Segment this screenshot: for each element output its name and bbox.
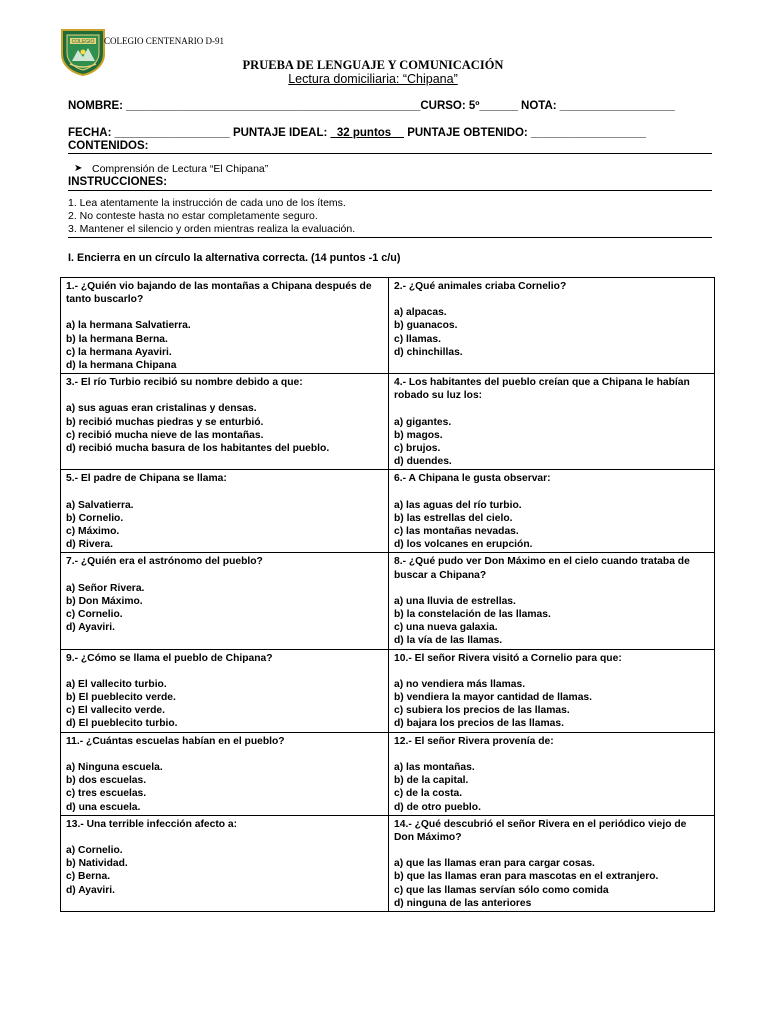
option[interactable]: a) Ninguna escuela.	[66, 761, 163, 773]
question-text: 11.- ¿Cuántas escuelas habían en el pueblo?	[66, 735, 285, 747]
option[interactable]: d) los volcanes en erupción.	[394, 539, 533, 551]
option[interactable]: c) que las llamas servían sólo como comida	[394, 884, 609, 896]
option[interactable]: d) una escuela.	[66, 801, 141, 813]
option[interactable]: a) las montañas.	[394, 761, 475, 773]
option[interactable]: a) Señor Rivera.	[66, 582, 145, 594]
option[interactable]: b) Cornelio.	[66, 512, 124, 524]
question-cell	[389, 815, 715, 911]
question-text: 12.- El señor Rivera provenía de:	[394, 735, 554, 747]
option[interactable]: b) las estrellas del cielo.	[394, 512, 513, 524]
option[interactable]: b) dos escuelas.	[66, 775, 147, 787]
option[interactable]: d) Rivera.	[66, 539, 113, 551]
instruction-3: 3. Mantener el silencio y orden mientras realiza la evaluación.	[68, 223, 356, 235]
option[interactable]: c) Cornelio.	[66, 609, 123, 621]
option[interactable]: b) guanacos.	[394, 320, 458, 332]
puntaje-ideal: _32 puntos__	[330, 127, 404, 139]
option[interactable]: a) gigantes.	[394, 416, 452, 428]
option[interactable]: c) las montañas nevadas.	[394, 526, 519, 538]
option[interactable]: b) Don Máximo.	[66, 595, 143, 607]
question-cell	[389, 374, 715, 470]
option[interactable]: a) sus aguas eran cristalinas y densas.	[66, 403, 257, 415]
question-text: 13.- Una terrible infección afecto a:	[66, 818, 238, 830]
question-cell	[389, 470, 715, 553]
option[interactable]: d) la hermana Chipana	[66, 360, 177, 372]
question-text: 2.- ¿Qué animales criaba Cornelio?	[394, 281, 567, 292]
option[interactable]: d) de otro pueblo.	[394, 801, 481, 813]
option[interactable]: a) las aguas del río turbio.	[394, 499, 522, 511]
option[interactable]: c) Berna.	[66, 871, 111, 883]
option[interactable]: c) Máximo.	[66, 526, 120, 538]
instruction-2: 2. No conteste hasta no estar completamente seguro.	[68, 210, 318, 222]
question-cell	[389, 278, 715, 374]
divider	[68, 190, 712, 191]
question-cell	[389, 553, 715, 649]
question-cell	[61, 374, 389, 470]
question-cell	[61, 649, 389, 732]
option[interactable]: c) de la costa.	[394, 788, 463, 800]
question-cell	[61, 732, 389, 815]
option[interactable]: a) Salvatierra.	[66, 499, 134, 511]
option[interactable]: d) Ayaviri.	[66, 622, 116, 634]
option[interactable]: b) recibió muchas piedras y se enturbió.	[66, 416, 264, 428]
option[interactable]: c) llamas.	[394, 333, 441, 345]
question-text: 4.- Los habitantes del pueblo creían que a Chipana le habían robado su luz los:	[394, 377, 690, 402]
question-cell	[61, 278, 389, 374]
question-cell	[61, 815, 389, 911]
contenido-item: Comprensión de Lectura “El Chipana”	[92, 163, 269, 175]
option[interactable]: b) vendiera la mayor cantidad de llamas.	[394, 692, 593, 704]
option[interactable]: c) tres escuelas.	[66, 788, 147, 800]
page-title: PRUEBA DE LENGUAJE Y COMUNICACIÓN	[242, 58, 504, 72]
contenidos-label: CONTENIDOS:	[68, 140, 149, 152]
fecha-prefix: FECHA: __________________ PUNTAJE IDEAL:	[68, 127, 331, 139]
question-text: 3.- El río Turbio recibió su nombre debido a que:	[66, 377, 303, 389]
question-text: 1.- ¿Quién vio bajando de las montañas a Chipana después de tanto buscarlo?	[66, 281, 372, 306]
option[interactable]: d) El pueblecito turbio.	[66, 718, 178, 730]
option[interactable]: b) El pueblecito verde.	[66, 692, 176, 704]
option[interactable]: c) la hermana Ayaviri.	[66, 346, 172, 358]
option[interactable]: a) una lluvia de estrellas.	[394, 595, 516, 607]
option[interactable]: b) la hermana Berna.	[66, 333, 168, 345]
option[interactable]: a) El vallecito turbio.	[66, 678, 167, 690]
question-cell	[389, 732, 715, 815]
section-title: I. Encierra en un círculo la alternativa correcta. (14 puntos -1 c/u)	[68, 252, 401, 264]
option[interactable]: c) una nueva galaxia.	[394, 622, 498, 634]
question-text: 7.- ¿Quién era el astrónomo del pueblo?	[66, 556, 263, 568]
option[interactable]: b) Natividad.	[66, 858, 128, 870]
question-text: 14.- ¿Qué descubrió el señor Rivera en el periódico viejo de Don Máximo?	[394, 818, 687, 843]
question-cell	[61, 470, 389, 553]
option[interactable]: c) brujos.	[394, 443, 441, 455]
logo-text: COLEGIO	[71, 39, 95, 45]
option[interactable]: a) no vendiera más llamas.	[394, 678, 526, 690]
question-cell	[389, 649, 715, 732]
questions-table	[60, 277, 715, 912]
option[interactable]: d) ninguna de las anteriores	[394, 897, 532, 909]
divider	[68, 237, 712, 238]
question-text: 10.- El señor Rivera visitó a Cornelio para que:	[394, 652, 622, 664]
instruction-1: 1. Lea atentamente la instrucción de cada uno de los ítems.	[68, 197, 346, 209]
option[interactable]: d) la vía de las llamas.	[394, 635, 503, 647]
option[interactable]: d) duendes.	[394, 456, 452, 468]
question-text: 9.- ¿Cómo se llama el pueblo de Chipana?	[66, 652, 273, 664]
page-subtitle: Lectura domiciliaria: “Chipana”	[288, 72, 458, 86]
arrow-bullet-icon: ➤	[74, 163, 83, 174]
question-text: 6.- A Chipana le gusta observar:	[394, 473, 551, 485]
fecha-suffix: PUNTAJE OBTENIDO: __________________	[404, 127, 647, 139]
option[interactable]: b) magos.	[394, 429, 443, 441]
option[interactable]: d) bajara los precios de las llamas.	[394, 718, 564, 730]
question-text: 8.- ¿Qué pudo ver Don Máximo en el cielo cuando trataba de buscar a Chipana?	[394, 556, 690, 581]
question-text: 5.- El padre de Chipana se llama:	[66, 473, 227, 485]
question-cell	[61, 553, 389, 649]
instrucciones-label: INSTRUCCIONES:	[68, 176, 168, 188]
fecha-line	[68, 127, 646, 139]
option[interactable]: a) alpacas.	[394, 307, 447, 319]
option[interactable]: b) de la capital.	[394, 775, 469, 787]
nombre-line: NOMBRE: ______________________________________________CURSO: 5º______ NOTA: __________________	[68, 100, 675, 112]
option[interactable]: c) El vallecito verde.	[66, 705, 166, 717]
divider	[68, 153, 712, 154]
option[interactable]: b) la constelación de las llamas.	[394, 609, 551, 621]
option[interactable]: b) que las llamas eran para mascotas en el extranjero.	[394, 871, 659, 883]
school-name: COLEGIO CENTENARIO D-91	[104, 36, 224, 46]
option[interactable]: d) chinchillas.	[394, 346, 463, 358]
option[interactable]: a) que las llamas eran para cargar cosas.	[394, 858, 595, 870]
option[interactable]: a) la hermana Salvatierra.	[66, 320, 191, 332]
option[interactable]: c) recibió mucha nieve de las montañas.	[66, 429, 264, 441]
option[interactable]: a) Cornelio.	[66, 844, 123, 856]
option[interactable]: d) Ayaviri.	[66, 884, 116, 896]
option[interactable]: d) recibió mucha basura de los habitantes del pueblo.	[66, 443, 330, 455]
option[interactable]: c) subiera los precios de las llamas.	[394, 705, 570, 717]
